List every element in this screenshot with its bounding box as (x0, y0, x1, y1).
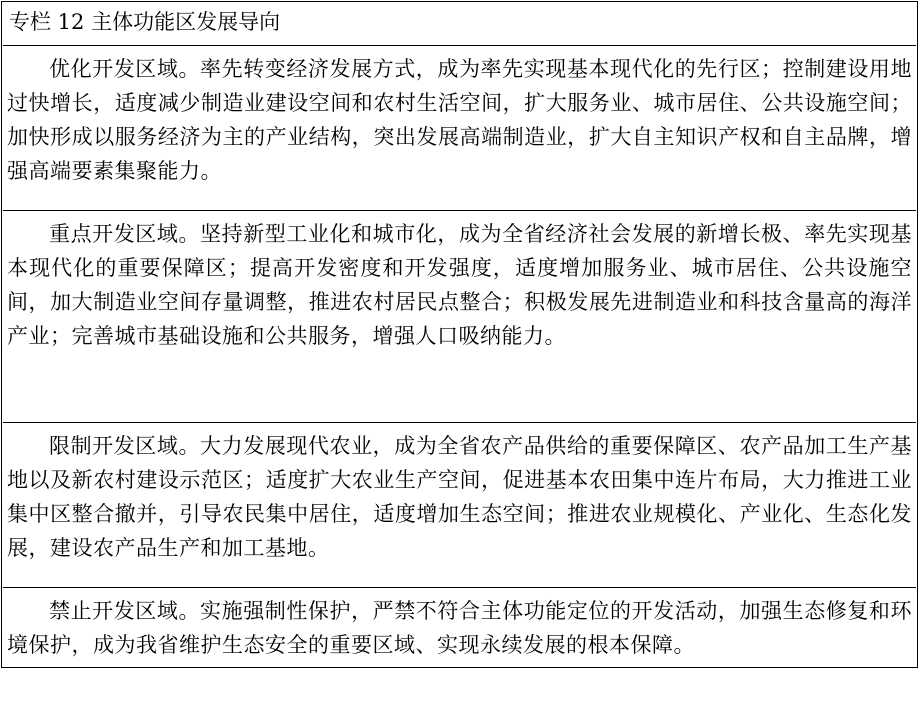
column-title-row (3, 2, 916, 46)
section-key-development (3, 211, 916, 423)
paragraph-restricted-development: 限制开发区域。大力发展现代农业，成为全省农产品供给的重要保障区、农产品加工生产基地以及新农村建设示范区；适度扩大农业生产空间，促进基本农田集中连片布局，大力推进工业集中区整合撤并，引导农民集中居住，适度增加生态空间；推进农业规模化、产业化、生态化发展，建设农产品生产和加工基地。 (7, 434, 912, 560)
column-box (1, 1, 918, 668)
section-optimized-development (3, 46, 916, 211)
section-restricted-development (3, 423, 916, 588)
paragraph-prohibited-development: 禁止开发区域。实施强制性保护，严禁不符合主体功能定位的开发活动，加强生态修复和环境保护，成为我省维护生态安全的重要区域、实现永续发展的根本保障。 (7, 599, 912, 657)
column-title: 专栏 12 主体功能区发展导向 (9, 10, 281, 34)
section-prohibited-development (3, 588, 916, 667)
paragraph-optimized-development: 优化开发区域。率先转变经济发展方式，成为率先实现基本现代化的先行区；控制建设用地过快增长，适度减少制造业建设空间和农村生活空间，扩大服务业、城市居住、公共设施空间；加快形成以服务经济为主的产业结构，突出发展高端制造业，扩大自主知识产权和自主品牌，增强高端要素集聚能力。 (7, 57, 912, 183)
paragraph-key-development: 重点开发区域。坚持新型工业化和城市化，成为全省经济社会发展的新增长极、率先实现基本现代化的重要保障区；提高开发密度和开发强度，适度增加服务业、城市居住、公共设施空间，加大制造业空间存量调整，推进农村居民点整合；积极发展先进制造业和科技含量高的海洋产业；完善城市基础设施和公共服务，增强人口吸纳能力。 (7, 222, 912, 348)
